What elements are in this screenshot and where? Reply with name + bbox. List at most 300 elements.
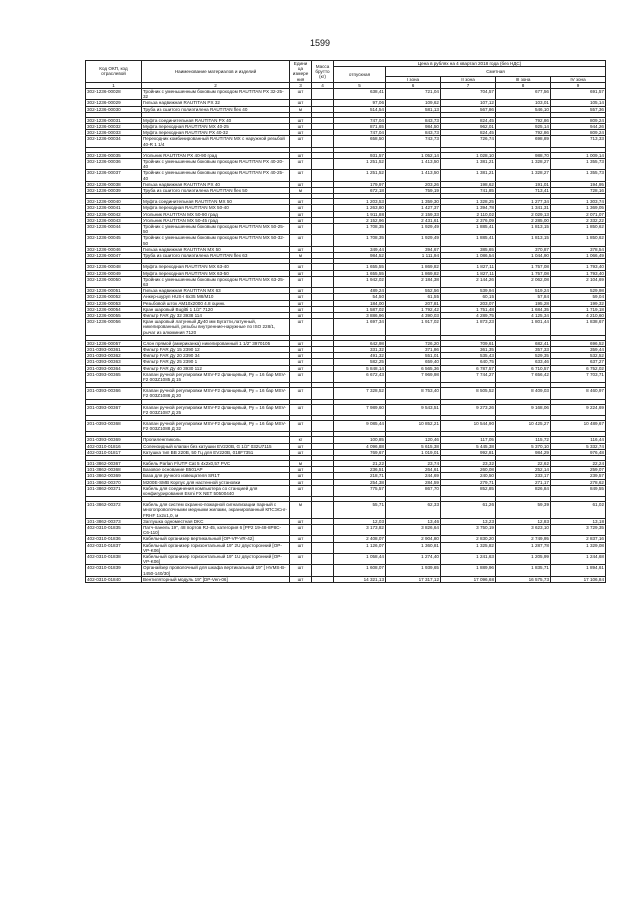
release-price-cell: 871,65	[334, 124, 386, 130]
name-cell: Фильтр FAR Ду 32 3938 114	[142, 312, 290, 318]
release-price-cell: 3 886,96	[334, 312, 386, 318]
code-cell: 302-1236-00043	[86, 217, 142, 223]
zone-4-price-cell: 105,14	[551, 100, 606, 106]
unit-cell: шт	[290, 485, 312, 496]
zone-3-price-cell: 2 062,08	[496, 276, 551, 287]
zone-2-price-cell: 6 787,57	[441, 365, 496, 371]
zone-2-price-cell: 1 086,54	[441, 253, 496, 259]
zone-3-price-cell: 1 684,35	[496, 306, 551, 312]
unit-cell: шт	[290, 473, 312, 479]
release-price-cell: 1 655,55	[334, 264, 386, 270]
release-price-cell: 769,67	[334, 449, 386, 455]
zone-1-price-cell: 13,46	[386, 518, 441, 524]
unit-cell: шт	[290, 565, 312, 576]
code-cell: 402-0310-01817	[86, 449, 142, 455]
release-price-cell: 7 328,52	[334, 388, 386, 399]
zone-4-price-cell: 13,18	[551, 518, 606, 524]
release-price-cell: 514,54	[334, 106, 386, 112]
zone-1-price-cell: 371,86	[386, 346, 441, 352]
unit-cell: шт	[290, 270, 312, 276]
name-cell: Вентиляторный модуль 19" [DP-Ven-06]	[142, 576, 290, 582]
name-cell: Слон прямой (американка) никелированный 1 1/2" 3970105	[142, 340, 290, 346]
unit-cell: шт	[290, 371, 312, 382]
release-price-cell: 491,32	[334, 353, 386, 359]
zone-4-price-cell: 17 106,84	[551, 576, 606, 582]
zone-3-price-cell: 195,28	[496, 300, 551, 306]
zone-3-price-cell: 10 425,27	[496, 420, 551, 431]
table-row	[86, 319, 606, 336]
release-price-cell: 236,51	[334, 467, 386, 473]
zone-3-price-cell: 1 328,27	[496, 170, 551, 181]
column-index: 7	[441, 82, 496, 88]
zone-1-price-cell: 1 274,40	[386, 554, 441, 565]
zone-2-price-cell: 10 544,90	[441, 420, 496, 431]
code-cell: 302-1236-00028	[86, 89, 142, 100]
zone-1-price-cell: 659,40	[386, 359, 441, 365]
name-cell: База для ручного извещателя SR1T	[142, 473, 290, 479]
zone-4-price-cell: 1 793,40	[551, 264, 606, 270]
zone-2-price-cell: 1 885,41	[441, 224, 496, 235]
code-cell: 302-1236-00041	[86, 205, 142, 211]
code-cell: 402-0310-01840	[86, 576, 142, 582]
zone-2-price-cell: 5 445,38	[441, 443, 496, 449]
zone-1-price-cell: 6 565,36	[386, 365, 441, 371]
zone-3-price-cell: 252,14	[496, 467, 551, 473]
zone-1-price-cell: 1 360,81	[386, 542, 441, 553]
code-cell: 201-0393-00364	[86, 365, 142, 371]
release-price-cell: 1 608,07	[334, 565, 386, 576]
zone-4-price-cell: 6 752,02	[551, 365, 606, 371]
release-price-cell: 100,85	[334, 437, 386, 443]
name-cell: Тройник с уменьшенным боковым проходом RAUTITAN PX 32-25-32	[142, 89, 290, 100]
name-cell: Анкер-шуруп HUS-I 6х35 M8/M10	[142, 294, 290, 300]
header-unit: Едини ца измере ния	[290, 61, 312, 83]
zone-4-price-cell: 2 837,16	[551, 536, 606, 542]
code-cell: 402-0310-01835	[86, 525, 142, 536]
release-price-cell: 1 911,88	[334, 211, 386, 217]
code-cell: 302-1236-00049	[86, 270, 142, 276]
release-price-cell: 984,52	[334, 253, 386, 259]
code-cell: 302-1236-00038	[86, 181, 142, 187]
unit-cell: шт	[290, 124, 312, 130]
mass-cell	[312, 542, 334, 553]
table-row	[86, 525, 606, 536]
zone-1-price-cell: 1 019,01	[386, 449, 441, 455]
release-price-cell: 1 203,53	[334, 199, 386, 205]
zone-3-price-cell: 191,01	[496, 181, 551, 187]
code-cell: 302-1236-00039	[86, 188, 142, 194]
zone-4-price-cell: 809,24	[551, 117, 606, 123]
zone-4-price-cell: 1 303,74	[551, 199, 606, 205]
zone-4-price-cell: 359,44	[551, 346, 606, 352]
zone-1-price-cell: 207,81	[386, 300, 441, 306]
zone-4-price-cell: 3 729,35	[551, 525, 606, 536]
name-cell: Соленоидный клапан без катушки EV220B, G 1/2" 032U7115	[142, 443, 290, 449]
zone-4-price-cell: 378,54	[551, 246, 606, 252]
code-cell: 101-3862-00372	[86, 502, 142, 519]
header-prices: Цена в рублях на 4 квартал 2018 года (без НДС)	[334, 61, 606, 67]
zone-1-price-cell: 394,67	[386, 246, 441, 252]
zone-2-price-cell: 4 289,75	[441, 312, 496, 318]
name-cell: Катушка тип BB 220В, 50 Гц для EV220B, 018F7351	[142, 449, 290, 455]
unit-cell: шт	[290, 346, 312, 352]
zone-1-price-cell: 61,55	[386, 294, 441, 300]
table-row	[86, 224, 606, 235]
name-cell: Кран шаровый латунный Ду40 мм Бугатти,латунный, никелированный, резьбы внутренние-наружные по ISO 228/1, рычаг из алюминия 7120	[142, 319, 290, 336]
zone-2-price-cell: 1 241,63	[441, 554, 496, 565]
code-cell: 302-1236-00042	[86, 211, 142, 217]
unit-cell: м	[290, 188, 312, 194]
mass-cell	[312, 420, 334, 431]
zone-1-price-cell: 17 317,12	[386, 576, 441, 582]
code-cell: 201-0393-00368	[86, 420, 142, 431]
zone-4-price-cell: 849,55	[551, 485, 606, 496]
zone-2-price-cell: 539,94	[441, 288, 496, 294]
zone-4-price-cell: 696,52	[551, 340, 606, 346]
zone-4-price-cell: 116,44	[551, 437, 606, 443]
release-price-cell: 54,50	[334, 294, 386, 300]
unit-cell: шт	[290, 365, 312, 371]
zone-1-price-cell: 1 427,37	[386, 205, 441, 211]
zone-1-price-cell: 9 543,51	[386, 404, 441, 415]
zone-4-price-cell: 239,57	[551, 473, 606, 479]
zone-1-price-cell: 109,62	[386, 100, 441, 106]
release-price-cell: 747,04	[334, 130, 386, 136]
table-row	[86, 565, 606, 576]
zone-3-price-cell: 2 285,00	[496, 217, 551, 223]
code-cell: 402-0310-01816	[86, 443, 142, 449]
mass-cell	[312, 388, 334, 399]
zone-3-price-cell: 519,24	[496, 288, 551, 294]
release-price-cell: 218,71	[334, 473, 386, 479]
zone-1-price-cell: 2 904,80	[386, 536, 441, 542]
code-cell: 302-1236-00048	[86, 264, 142, 270]
code-cell: 302-1236-00031	[86, 117, 142, 123]
release-price-cell: 1 263,80	[334, 205, 386, 211]
zone-2-price-cell: 2 376,09	[441, 217, 496, 223]
zone-2-price-cell: 203,07	[441, 300, 496, 306]
zone-2-price-cell: 1 827,11	[441, 264, 496, 270]
zone-1-price-cell: 244,69	[386, 473, 441, 479]
column-index: 6	[386, 82, 441, 88]
name-cell: Муфта переходная RAUTITAN PX 40-32	[142, 130, 290, 136]
name-cell: Кабельный организер вертикальный [OP-VP-VR-42]	[142, 536, 290, 542]
unit-cell: шт	[290, 211, 312, 217]
zone-4-price-cell: 10 489,67	[551, 420, 606, 431]
unit-cell: шт	[290, 276, 312, 287]
release-price-cell: 1 126,07	[334, 542, 386, 553]
zone-3-price-cell: 5 370,10	[496, 443, 551, 449]
name-cell: Заглушка одноместная DKC	[142, 518, 290, 524]
table-row	[86, 404, 606, 415]
zone-2-price-cell: 640,75	[441, 359, 496, 365]
release-price-cell: 2 408,07	[334, 536, 386, 542]
zone-2-price-cell: 1 873,23	[441, 319, 496, 336]
table-row	[86, 388, 606, 399]
zone-3-price-cell: 988,70	[496, 152, 551, 158]
release-price-cell: 775,57	[334, 485, 386, 496]
zone-4-price-cell: 1 369,05	[551, 205, 606, 211]
zone-1-price-cell: 721,04	[386, 89, 441, 100]
name-cell: Кабель для систем охранно-пожарной сигнализации парный с многопроволочными медными жилами, экранированный КПСЭСнг-FRHF 1х2х1,0, м	[142, 502, 290, 519]
release-price-cell: 97,06	[334, 100, 386, 106]
zone-4-price-cell: 1 355,73	[551, 170, 606, 181]
code-cell: 302-1236-00047	[86, 253, 142, 259]
zone-4-price-cell: 1 838,67	[551, 319, 606, 336]
release-price-cell: 184,00	[334, 300, 386, 306]
mass-cell	[312, 404, 334, 415]
unit-cell: шт	[290, 130, 312, 136]
zone-1-price-cell: 743,73	[386, 136, 441, 147]
code-cell: 201-0393-00369	[86, 437, 142, 443]
zone-3-price-cell: 792,86	[496, 130, 551, 136]
mass-cell	[312, 170, 334, 181]
mass-cell	[312, 235, 334, 246]
zone-2-price-cell: 704,57	[441, 89, 496, 100]
name-cell: Муфта переходная RAUTITAN MX 50-40	[142, 205, 290, 211]
zone-2-price-cell: 1 325,82	[441, 542, 496, 553]
zone-4-price-cell: 259,07	[551, 467, 606, 473]
code-cell: 101-3862-00367	[86, 460, 142, 466]
release-price-cell: 2 152,96	[334, 217, 386, 223]
zone-3-price-cell: 16 575,73	[496, 576, 551, 582]
code-cell: 201-0393-00361	[86, 346, 142, 352]
release-price-cell: 12,03	[334, 518, 386, 524]
unit-cell: шт	[290, 554, 312, 565]
code-cell: 402-0310-01837	[86, 542, 142, 553]
zone-2-price-cell: 962,01	[441, 124, 496, 130]
zone-3-price-cell: 6 710,57	[496, 365, 551, 371]
zone-4-price-cell: 199,32	[551, 300, 606, 306]
zone-2-price-cell: 709,61	[441, 340, 496, 346]
release-price-cell: 1 655,55	[334, 270, 386, 276]
zone-3-price-cell: 698,89	[496, 136, 551, 147]
code-cell: 302-1236-00045	[86, 235, 142, 246]
unit-cell: м	[290, 460, 312, 466]
unit-cell: шт	[290, 388, 312, 399]
zone-4-price-cell: 713,33	[551, 136, 606, 147]
zone-2-price-cell: 1 751,48	[441, 306, 496, 312]
zone-4-price-cell: 637,27	[551, 359, 606, 365]
release-price-cell: 331,32	[334, 346, 386, 352]
zone-1-price-cell: 264,61	[386, 467, 441, 473]
zone-2-price-cell: 1 394,78	[441, 205, 496, 211]
mass-cell	[312, 485, 334, 496]
zone-3-price-cell: 925,14	[496, 124, 551, 130]
zone-3-price-cell: 1 801,44	[496, 319, 551, 336]
zone-3-price-cell: 2 749,95	[496, 536, 551, 542]
unit-cell: шт	[290, 117, 312, 123]
zone-4-price-cell: 61,02	[551, 502, 606, 519]
release-price-cell: 9 085,44	[334, 420, 386, 431]
zone-1-price-cell: 1 869,82	[386, 264, 441, 270]
zone-3-price-cell: 271,17	[496, 479, 551, 485]
name-cell: Клапан ручной регулировки MSV-F2 фланцевый, Ру = 16 бар MSV-F2 003Z1086 Д 20	[142, 388, 290, 399]
zone-3-price-cell: 529,35	[496, 353, 551, 359]
zone-3-price-cell: 1 205,99	[496, 554, 551, 565]
zone-4-price-cell: 532,52	[551, 353, 606, 359]
zone-1-price-cell: 552,56	[386, 288, 441, 294]
zone-1-price-cell: 2 184,38	[386, 276, 441, 287]
zone-2-price-cell: 7 744,27	[441, 371, 496, 382]
release-price-cell: 3 173,82	[334, 525, 386, 536]
zone-1-price-cell: 759,19	[386, 188, 441, 194]
zone-1-price-cell: 726,20	[386, 340, 441, 346]
zone-3-price-cell: 1 328,27	[496, 159, 551, 170]
zone-2-price-cell: 61,26	[441, 502, 496, 519]
code-cell: 302-1236-00034	[86, 136, 142, 147]
zone-3-price-cell: 12,83	[496, 518, 551, 524]
code-cell: 402-0310-01838	[86, 554, 142, 565]
unit-cell: шт	[290, 300, 312, 306]
code-cell: 302-1236-00050	[86, 276, 142, 287]
zone-3-price-cell: 4 125,34	[496, 312, 551, 318]
zone-3-price-cell: 1 813,15	[496, 235, 551, 246]
name-cell: Фильтр FAR Ду 20 2390 34	[142, 353, 290, 359]
unit-cell: шт	[290, 518, 312, 524]
zone-4-price-cell: 1 850,62	[551, 235, 606, 246]
zone-1-price-cell: 581,13	[386, 106, 441, 112]
header-estimate-price: Сметная	[386, 67, 606, 76]
zone-1-price-cell: 843,73	[386, 130, 441, 136]
zone-2-price-cell: 279,71	[441, 479, 496, 485]
mass-cell	[312, 159, 334, 170]
unit-cell: шт	[290, 224, 312, 235]
zone-4-price-cell: 5 332,74	[551, 443, 606, 449]
code-cell: 302-1236-00052	[86, 294, 142, 300]
unit-cell: шт	[290, 306, 312, 312]
zone-1-price-cell: 551,01	[386, 353, 441, 359]
mass-cell	[312, 89, 334, 100]
zone-1-price-cell: 62,33	[386, 502, 441, 519]
zone-3-price-cell: 682,41	[496, 340, 551, 346]
zone-2-price-cell: 852,85	[441, 485, 496, 496]
name-cell: Кран шаровый Bugitti 1 1/2" 7120	[142, 306, 290, 312]
zone-1-price-cell: 120,46	[386, 437, 441, 443]
zone-1-price-cell: 1 413,50	[386, 170, 441, 181]
zone-2-price-cell: 17 096,68	[441, 576, 496, 582]
zone-2-price-cell: 1 889,96	[441, 565, 496, 576]
zone-4-price-cell: 1 793,40	[551, 270, 606, 276]
release-price-cell: 1 058,44	[334, 554, 386, 565]
zone-2-price-cell: 726,74	[441, 136, 496, 147]
release-price-cell: 582,25	[334, 359, 386, 365]
name-cell: Патч-панель 19", 48 портов RJ-45, категория 6 [PP2 19-48-8P8C-C6-110]	[142, 525, 290, 536]
zone-3-price-cell: 792,86	[496, 117, 551, 123]
zone-4-price-cell: 194,95	[551, 181, 606, 187]
unit-cell: шт	[290, 288, 312, 294]
column-index: 9	[551, 82, 606, 88]
column-index: 5	[334, 82, 386, 88]
zone-2-price-cell: 824,45	[441, 117, 496, 123]
code-cell: 201-0393-00363	[86, 359, 142, 365]
zone-4-price-cell: 944,26	[551, 124, 606, 130]
zone-3-price-cell: 1 835,71	[496, 565, 551, 576]
code-cell: 302-1236-00053	[86, 300, 142, 306]
mass-cell	[312, 276, 334, 287]
unit-cell: шт	[290, 449, 312, 455]
mass-cell	[312, 554, 334, 565]
zone-3-price-cell: 103,01	[496, 100, 551, 106]
zone-2-price-cell: 385,65	[441, 246, 496, 252]
header-release-price: отпускная	[334, 67, 386, 83]
zone-3-price-cell: 370,87	[496, 246, 551, 252]
code-cell: 101-3862-00371	[86, 485, 142, 496]
code-cell: 302-1236-00035	[86, 152, 142, 158]
table-row	[86, 576, 606, 582]
unit-cell: шт	[290, 100, 312, 106]
name-cell: Пропиленгликоль	[142, 437, 290, 443]
release-price-cell: 638,41	[334, 89, 386, 100]
zone-3-price-cell: 984,29	[496, 449, 551, 455]
zone-2-price-cell: 1 381,21	[441, 159, 496, 170]
code-cell: 302-1236-00054	[86, 306, 142, 312]
table-row	[86, 485, 606, 496]
zone-4-price-cell: 1 066,49	[551, 253, 606, 259]
zone-2-price-cell: 1 028,10	[441, 152, 496, 158]
zone-1-price-cell: 4 390,03	[386, 312, 441, 318]
code-cell: 101-3862-00369	[86, 473, 142, 479]
unit-cell: шт	[290, 536, 312, 542]
zone-1-price-cell: 843,73	[386, 117, 441, 123]
zone-3-price-cell: 3 623,10	[496, 525, 551, 536]
code-cell: 302-1236-00036	[86, 159, 142, 170]
zone-4-price-cell: 2 104,69	[551, 276, 606, 287]
zone-1-price-cell: 203,26	[386, 181, 441, 187]
zone-3-price-cell: 826,84	[496, 485, 551, 496]
name-cell: M200E-SMB Корпус для настенной установки	[142, 479, 290, 485]
release-price-cell: 254,38	[334, 479, 386, 485]
table-row	[86, 371, 606, 382]
name-cell: Муфта переходная RAUTITAN MX 40-25	[142, 124, 290, 130]
zone-3-price-cell: 713,41	[496, 188, 551, 194]
zone-1-price-cell: 7 969,98	[386, 371, 441, 382]
name-cell: Гильза надвижная RAUTITAN PX 40	[142, 181, 290, 187]
zone-4-price-cell: 1 329,08	[551, 542, 606, 553]
zone-4-price-cell: 8 460,97	[551, 388, 606, 399]
code-cell: 302-1236-00056	[86, 319, 142, 336]
zone-1-price-cell: 1 359,30	[386, 199, 441, 205]
zone-4-price-cell: 7 703,71	[551, 371, 606, 382]
zone-4-price-cell: 1 355,73	[551, 159, 606, 170]
zone-1-price-cell: 984,50	[386, 124, 441, 130]
unit-cell: шт	[290, 576, 312, 582]
zone-3-price-cell: 1 813,15	[496, 224, 551, 235]
zone-1-price-cell: 284,59	[386, 479, 441, 485]
column-index: 2	[142, 82, 290, 88]
code-cell: 302-1236-00044	[86, 224, 142, 235]
release-price-cell: 179,97	[334, 181, 386, 187]
zone-3-price-cell: 357,33	[496, 346, 551, 352]
unit-cell: м	[290, 502, 312, 519]
header-code: Код ОКП, код отраслевой	[86, 61, 142, 83]
table-row	[86, 420, 606, 431]
name-cell: Клапан ручной регулировки MSV-F2 фланцевый, Ру = 16 бар MSV-F2 003Z1085 Д 15	[142, 371, 290, 382]
column-index: 8	[496, 82, 551, 88]
code-cell: 201-0393-00362	[86, 353, 142, 359]
zone-3-price-cell: 57,84	[496, 294, 551, 300]
zone-4-price-cell: 1 894,61	[551, 565, 606, 576]
release-price-cell: 1 708,35	[334, 235, 386, 246]
unit-cell: шт	[290, 340, 312, 346]
zone-1-price-cell: 867,70	[386, 485, 441, 496]
unit-cell: шт	[290, 525, 312, 536]
zone-2-price-cell: 13,23	[441, 518, 496, 524]
unit-cell: шт	[290, 159, 312, 170]
name-cell: Органайзер проволочный для шкафа вертикальный 19" [ HVMS-B-1450-140/30]	[142, 565, 290, 576]
zone-1-price-cell: 1 052,14	[386, 152, 441, 158]
release-price-cell: 349,44	[334, 246, 386, 252]
